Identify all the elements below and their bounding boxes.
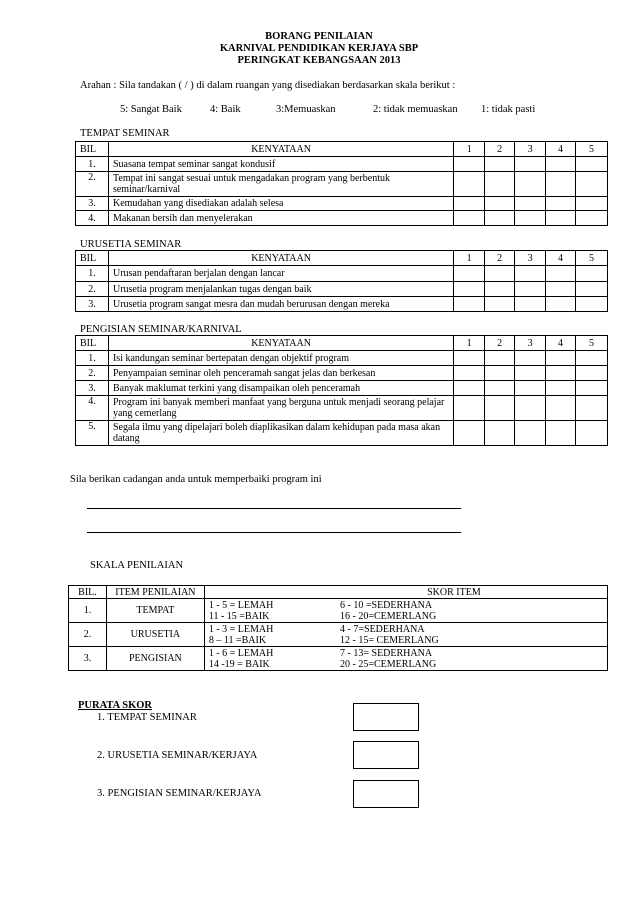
rating-cell[interactable]: [454, 366, 485, 381]
rating-cell[interactable]: [454, 396, 485, 421]
scale-5: 5: Sangat Baik: [120, 104, 182, 115]
col-1-header: 1: [454, 251, 485, 266]
skala-score-range: 11 - 15 =BAIK: [208, 610, 270, 622]
skala-row-number: 2.: [69, 623, 107, 647]
row-number: 1.: [76, 266, 109, 282]
col-4-header: 4: [546, 142, 576, 157]
rating-cell[interactable]: [546, 396, 576, 421]
rating-cell[interactable]: [454, 381, 485, 396]
kenyataan-header: KENYATAAN: [108, 142, 453, 157]
col-5-header: 5: [576, 336, 608, 351]
rating-cell[interactable]: [515, 381, 546, 396]
form-title: BORANG PENILAIAN: [265, 31, 373, 42]
rating-cell[interactable]: [454, 211, 485, 226]
table-row: [76, 157, 608, 172]
row-number: 4.: [76, 211, 109, 226]
rating-cell[interactable]: [485, 282, 515, 297]
table-row: [69, 623, 608, 647]
rating-cell[interactable]: [576, 172, 608, 197]
rating-cell[interactable]: [485, 396, 515, 421]
row-number: 2.: [76, 282, 109, 297]
rating-cell[interactable]: [546, 381, 576, 396]
scale-1: 1: tidak pasti: [481, 104, 536, 115]
rating-cell[interactable]: [515, 297, 546, 312]
skala-score-range: 16 - 20=CEMERLANG: [340, 610, 437, 622]
rating-cell[interactable]: [454, 266, 485, 282]
skala-score-range: 1 - 3 = LEMAH: [208, 623, 274, 635]
row-statement: Urusan pendaftaran berjalan dengan lancar: [108, 266, 453, 282]
skala-score-range: 12 - 15= CEMERLANG: [340, 634, 439, 646]
row-statement: Isi kandungan seminar bertepatan dengan objektif program: [108, 351, 453, 366]
rating-cell[interactable]: [515, 172, 546, 197]
form-level: PERINGKAT KEBANGSAAN 2013: [237, 55, 401, 66]
skala-score-range: 1 - 6 = LEMAH: [208, 647, 274, 659]
col-3-header: 3: [515, 336, 546, 351]
rating-cell[interactable]: [576, 351, 608, 366]
rating-cell[interactable]: [515, 396, 546, 421]
rating-cell[interactable]: [546, 297, 576, 312]
rating-cell[interactable]: [546, 172, 576, 197]
rating-cell[interactable]: [515, 421, 546, 446]
rating-cell[interactable]: [515, 211, 546, 226]
row-number: 5.: [76, 421, 109, 446]
row-statement: Program ini banyak memberi manfaat yang berguna untuk menjadi seorang pelajar yang cemerlang: [108, 396, 453, 421]
row-number: 3.: [76, 381, 109, 396]
rating-cell[interactable]: [576, 266, 608, 282]
table-row: [76, 172, 608, 197]
rating-cell[interactable]: [485, 266, 515, 282]
table-row: [76, 266, 608, 282]
rating-cell[interactable]: [576, 381, 608, 396]
table-row: [76, 351, 608, 366]
table-row: [76, 366, 608, 381]
rating-cell[interactable]: [485, 351, 515, 366]
rating-cell[interactable]: [485, 211, 515, 226]
rating-cell[interactable]: [576, 396, 608, 421]
rating-cell[interactable]: [454, 421, 485, 446]
rating-cell[interactable]: [485, 197, 515, 211]
row-statement: Makanan bersih dan menyelerakan: [108, 211, 453, 226]
skala-score-range: 1 - 5 = LEMAH: [208, 599, 274, 611]
rating-cell[interactable]: [546, 421, 576, 446]
skala-item: PENGISIAN: [106, 647, 204, 671]
rating-cell[interactable]: [546, 266, 576, 282]
rating-cell[interactable]: [515, 157, 546, 172]
row-number: 4.: [76, 396, 109, 421]
skala-item: URUSETIA: [106, 623, 204, 647]
purata-item-urusetia: 2. URUSETIA SEMINAR/KERJAYA: [97, 750, 258, 761]
rating-cell[interactable]: [576, 282, 608, 297]
table-row: [76, 381, 608, 396]
rating-cell[interactable]: [485, 157, 515, 172]
skala-score-range: 20 - 25=CEMERLANG: [340, 658, 437, 670]
section-title-pengisian: PENGISIAN SEMINAR/KARNIVAL: [80, 324, 242, 335]
skala-table: [68, 585, 608, 671]
row-number: 3.: [76, 297, 109, 312]
rating-cell[interactable]: [485, 297, 515, 312]
rating-cell[interactable]: [546, 157, 576, 172]
rating-cell[interactable]: [576, 211, 608, 226]
table-pengisian: [75, 335, 608, 446]
row-statement: Kemudahan yang disediakan adalah selesa: [108, 197, 453, 211]
skala-score-range: 7 - 13= SEDERHANA: [340, 647, 433, 659]
col-3-header: 3: [515, 251, 546, 266]
purata-item-pengisian: 3. PENGISIAN SEMINAR/KERJAYA: [97, 788, 262, 799]
row-number: 1.: [76, 157, 109, 172]
rating-cell[interactable]: [454, 172, 485, 197]
table-row: [76, 421, 608, 446]
rating-cell[interactable]: [515, 197, 546, 211]
col-1-header: 1: [454, 142, 485, 157]
rating-cell[interactable]: [546, 366, 576, 381]
purata-item-tempat: 1. TEMPAT SEMINAR: [97, 712, 197, 723]
table-row: [76, 396, 608, 421]
skala-item-header: ITEM PENILAIAN: [106, 586, 204, 599]
col-1-header: 1: [454, 336, 485, 351]
table-row: [69, 647, 608, 671]
skala-skor-header: SKOR ITEM: [204, 586, 607, 599]
scale-2: 2: tidak memuaskan: [373, 104, 458, 115]
row-statement: Banyak maklumat terkini yang disampaikan oleh penceramah: [108, 381, 453, 396]
table-row: [76, 297, 608, 312]
col-2-header: 2: [485, 251, 515, 266]
instruction-text: Arahan : Sila tandakan ( / ) di dalam ruangan yang disediakan berdasarkan skala berikut :: [80, 80, 456, 91]
row-number: 1.: [76, 351, 109, 366]
suggestion-line[interactable]: [87, 508, 461, 509]
row-statement: Penyampaian seminar oleh penceramah sangat jelas dan berkesan: [108, 366, 453, 381]
rating-cell[interactable]: [515, 366, 546, 381]
rating-cell[interactable]: [576, 366, 608, 381]
purata-title: PURATA SKOR: [78, 700, 152, 711]
rating-cell[interactable]: [454, 282, 485, 297]
kenyataan-header: KENYATAAN: [108, 251, 453, 266]
rating-cell[interactable]: [576, 157, 608, 172]
skala-row-number: 3.: [69, 647, 107, 671]
skala-score-range: 14 -19 = BAIK: [208, 658, 270, 670]
col-5-header: 5: [576, 142, 608, 157]
table-urusetia: [75, 250, 608, 312]
section-title-tempat: TEMPAT SEMINAR: [80, 128, 170, 139]
col-3-header: 3: [515, 142, 546, 157]
rating-cell[interactable]: [576, 421, 608, 446]
rating-cell[interactable]: [546, 282, 576, 297]
table-row: [76, 282, 608, 297]
row-statement: Suasana tempat seminar sangat kondusif: [108, 157, 453, 172]
rating-cell[interactable]: [485, 381, 515, 396]
row-statement: Tempat ini sangat sesuai untuk mengadakan program yang berbentuk seminar/karnival: [108, 172, 453, 197]
rating-cell[interactable]: [576, 297, 608, 312]
row-number: 3.: [76, 197, 109, 211]
row-statement: Urusetia program sangat mesra dan mudah berurusan dengan mereka: [108, 297, 453, 312]
row-number: 2.: [76, 172, 109, 197]
col-2-header: 2: [485, 336, 515, 351]
suggestion-line[interactable]: [87, 532, 461, 533]
purata-score-box[interactable]: [353, 780, 419, 808]
skala-score-range: 8 – 11 =BAIK: [208, 634, 267, 646]
rating-cell[interactable]: [546, 211, 576, 226]
bil-header: BIL: [76, 251, 109, 266]
skala-score-range: 4 - 7=SEDERHANA: [340, 623, 425, 635]
col-2-header: 2: [485, 142, 515, 157]
row-number: 2.: [76, 366, 109, 381]
rating-cell[interactable]: [576, 197, 608, 211]
rating-cell[interactable]: [485, 172, 515, 197]
row-statement: Segala ilmu yang dipelajari boleh diaplikasikan dalam kehidupan pada masa akan datang: [108, 421, 453, 446]
rating-cell[interactable]: [515, 351, 546, 366]
form-subtitle: KARNIVAL PENDIDIKAN KERJAYA SBP: [219, 43, 419, 54]
bil-header: BIL: [76, 142, 109, 157]
rating-cell[interactable]: [485, 421, 515, 446]
table-tempat: [75, 141, 608, 226]
row-statement: Urusetia program menjalankan tugas dengan baik: [108, 282, 453, 297]
skala-bil-header: BIL.: [69, 586, 107, 599]
rating-cell[interactable]: [515, 266, 546, 282]
table-row: [69, 599, 608, 623]
skala-item: TEMPAT: [106, 599, 204, 623]
suggestion-prompt: Sila berikan cadangan anda untuk memperbaiki program ini: [70, 474, 322, 485]
rating-cell[interactable]: [454, 351, 485, 366]
rating-cell[interactable]: [546, 197, 576, 211]
kenyataan-header: KENYATAAN: [108, 336, 453, 351]
scale-4: 4: Baik: [210, 104, 241, 115]
col-5-header: 5: [576, 251, 608, 266]
rating-cell[interactable]: [485, 366, 515, 381]
skala-row-number: 1.: [69, 599, 107, 623]
skala-score-range: 6 - 10 =SEDERHANA: [340, 599, 433, 611]
col-4-header: 4: [546, 251, 576, 266]
purata-score-box[interactable]: [353, 741, 419, 769]
table-row: [76, 211, 608, 226]
table-row: [76, 197, 608, 211]
skala-title: SKALA PENILAIAN: [90, 560, 184, 571]
rating-cell[interactable]: [454, 157, 485, 172]
scale-3: 3:Memuaskan: [276, 104, 336, 115]
rating-cell[interactable]: [515, 282, 546, 297]
rating-cell[interactable]: [454, 297, 485, 312]
bil-header: BIL: [76, 336, 109, 351]
rating-cell[interactable]: [454, 197, 485, 211]
rating-cell[interactable]: [546, 351, 576, 366]
col-4-header: 4: [546, 336, 576, 351]
purata-score-box[interactable]: [353, 703, 419, 731]
section-title-urusetia: URUSETIA SEMINAR: [80, 239, 182, 250]
